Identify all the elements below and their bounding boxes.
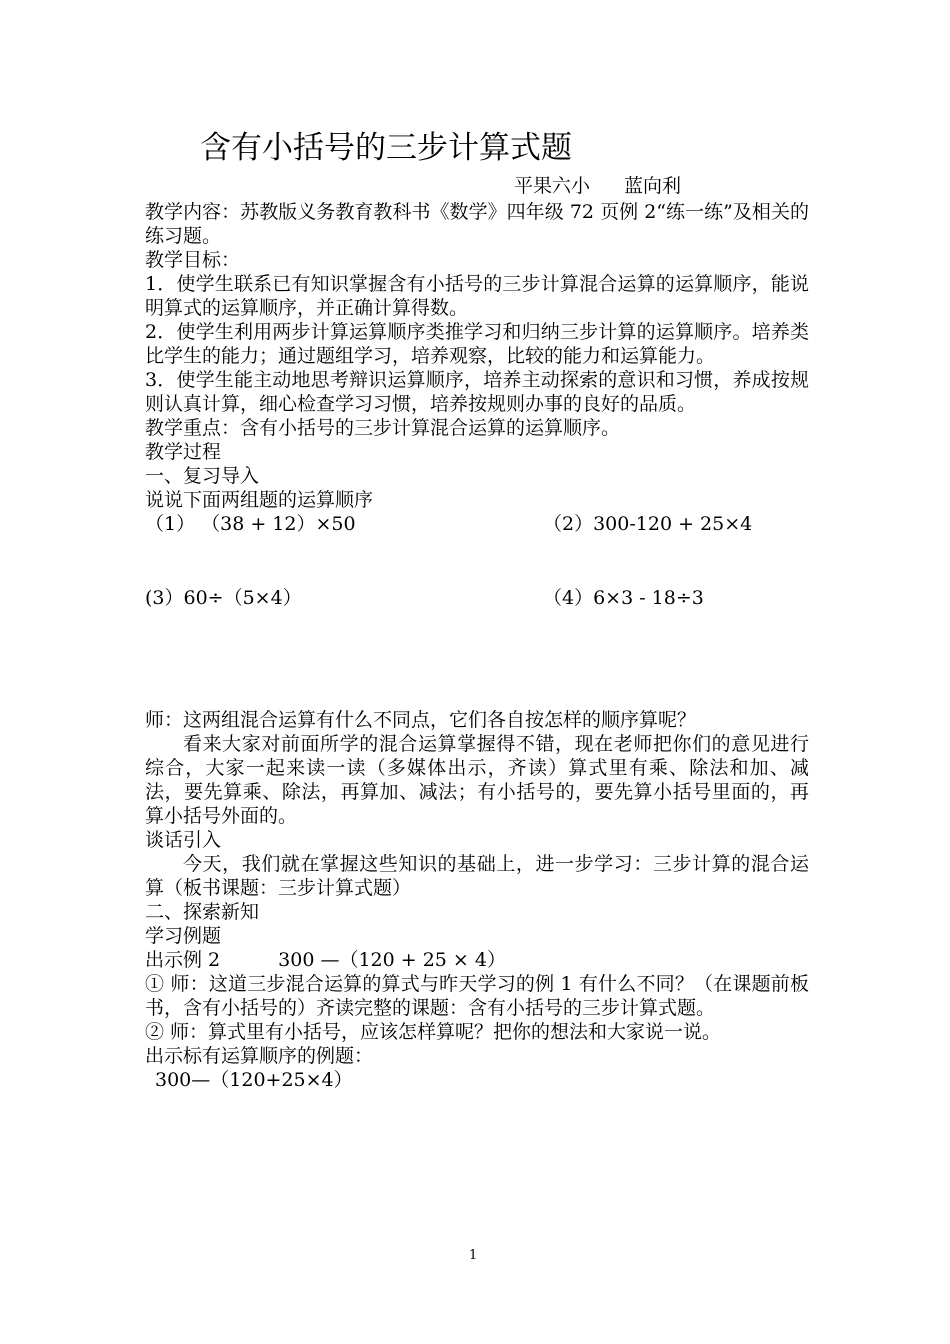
exercise-4: （4）6×3 - 18÷3 (543, 587, 704, 609)
objective-2: 2．使学生利用两步计算运算顺序类推学习和归纳三步计算的运算顺序。培养类比学生的能力；通过题组学习，培养观察，比较的能力和运算能力。 (145, 321, 809, 367)
document-body (145, 200, 809, 1092)
exercise-2: （2）300-120 + 25×4 (543, 513, 753, 535)
page-number: 1 (469, 1248, 478, 1263)
final-expression: 300—（120+25×4） (155, 1069, 353, 1091)
example-label: 出示例 2 (145, 949, 221, 971)
step-2: ② 师：算式里有小括号，应该怎样算呢？把你的想法和大家说一说。 (145, 1021, 722, 1043)
example-line (145, 948, 809, 972)
objectives-heading: 教学目标： (145, 249, 241, 271)
show-order: 出示标有运算顺序的例题： (145, 1045, 374, 1067)
exercise-1: （1） （38 + 12）×50 (145, 513, 356, 535)
spacer (145, 610, 809, 708)
step-1: ① 师：这道三步混合运算的算式与昨天学习的例 1 有什么不同？（在课题前板书，含有小括号的）齐读完整的课题：含有小括号的三步计算式题。 (145, 973, 809, 1019)
process-heading: 教学过程 (145, 441, 222, 463)
teacher-question: 师：这两组混合运算有什么不同点，它们各自按怎样的顺序算呢？ (145, 709, 697, 731)
school-name: 平果六小 (514, 175, 591, 197)
objective-1: 1．使学生联系已有知识掌握含有小括号的三步计算混合运算的运算顺序，能说明算式的运算顺序，并正确计算得数。 (145, 273, 809, 319)
section-2-heading: 二、探索新知 (145, 901, 260, 923)
spacer (145, 536, 809, 586)
document-title: 含有小括号的三步计算式题 (200, 130, 572, 166)
author-name: 蓝向利 (624, 175, 682, 197)
example-expression: 300 —（120 + 25 × 4） (278, 949, 506, 971)
author-line (514, 174, 681, 198)
exercise-3: (3）60÷（5×4） (145, 587, 302, 609)
objective-3: 3．使学生能主动地思考辩识运算顺序，培养主动探索的意识和习惯，养成按规则认真计算，细心检查学习习惯，培养按规则办事的良好的品质。 (145, 369, 809, 415)
study-example: 学习例题 (145, 925, 222, 947)
teaching-content: 教学内容：苏教版义务教育教科书《数学》四年级 72 页例 2“练一练”及相关的练习题。 (145, 201, 809, 247)
talk-intro: 谈话引入 (145, 829, 222, 851)
section-1-heading: 一、复习导入 (145, 465, 260, 487)
review-prompt: 说说下面两组题的运算顺序 (145, 489, 374, 511)
intro-paragraph: 今天，我们就在掌握这些知识的基础上，进一步学习：三步计算的混合运算（板书课题：三步计算式题） (145, 853, 809, 899)
exercise-row-2 (145, 586, 809, 610)
exercise-row-1 (145, 512, 809, 536)
summary-paragraph: 看来大家对前面所学的混合运算掌握得不错，现在老师把你们的意见进行综合，大家一起来读一读（多媒体出示，齐读）算式里有乘、除法和加、减法，要先算乘、除法，再算加、减法；有小括号的，要先算小括号里面的，再算小括号外面的。 (145, 733, 809, 827)
key-point: 教学重点：含有小括号的三步计算混合运算的运算顺序。 (145, 417, 621, 439)
